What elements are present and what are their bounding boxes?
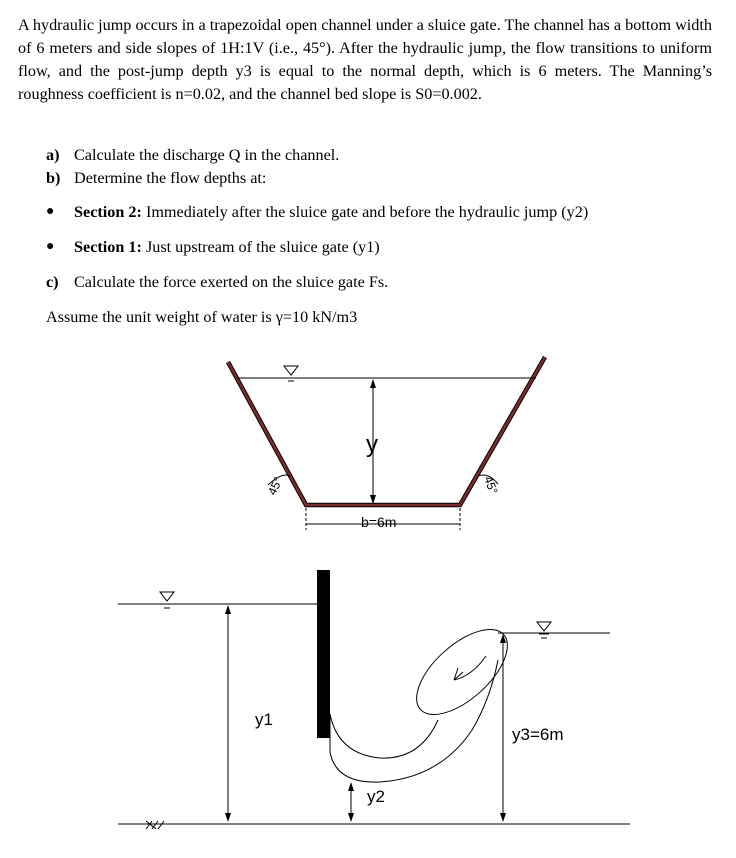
ground-hatch-icon [146,821,164,829]
bullet-dot: ● [46,239,55,254]
water-level-icon [537,622,551,638]
question-b-text: Determine the flow depths at: [74,169,267,187]
water-level-icon [160,592,174,608]
section1-label: Section 1: [74,238,142,256]
width-label: b=6m [361,514,397,530]
y3-depth-arrow [500,634,506,822]
assumption-text: Assume the unit weight of water is γ=10 kN/m3 [46,308,358,326]
question-b-label: b) [46,169,61,187]
y2-depth-arrow [348,782,354,822]
question-c-label: c) [46,273,59,291]
flow-profile-inner [330,714,438,758]
question-c-text: Calculate the force exerted on the sluice gate Fs. [74,273,389,291]
question-a-label: a) [46,146,60,164]
section2-label: Section 2: [74,203,142,221]
jump-roller [402,614,521,729]
sluice-gate [317,570,330,738]
section2-text: Immediately after the sluice gate and before the hydraulic jump (y2) [145,203,589,221]
section1-text: Just upstream of the sluice gate (y1) [145,238,380,256]
roller-rotation-icon [454,656,486,680]
question-a-text: Calculate the discharge Q in the channel. [74,146,340,164]
angle-label-left: 45° [265,474,286,498]
problem-paragraph: A hydraulic jump occurs in a trapezoidal open channel under a sluice gate. The channel has a bottom width of 6 meters and side slopes of 1H:1V (i.e., 45°). After the hydraulic jump, the flow transitions to uniform flow, and the post-jump depth y3 is equal to the normal depth, which is 6 meters. The Manning’s roughness coefficient is n=0.02, and the channel bed slope is S0=0.002. [18,16,712,103]
y3-label: y3=6m [512,725,564,744]
depth-label: y [366,431,378,458]
y2-label: y2 [367,787,385,806]
y1-depth-arrow [225,605,231,822]
y1-label: y1 [255,710,273,729]
flow-profile [330,660,498,782]
angle-label-right: 45° [481,474,501,497]
bullet-dot: ● [46,204,55,219]
